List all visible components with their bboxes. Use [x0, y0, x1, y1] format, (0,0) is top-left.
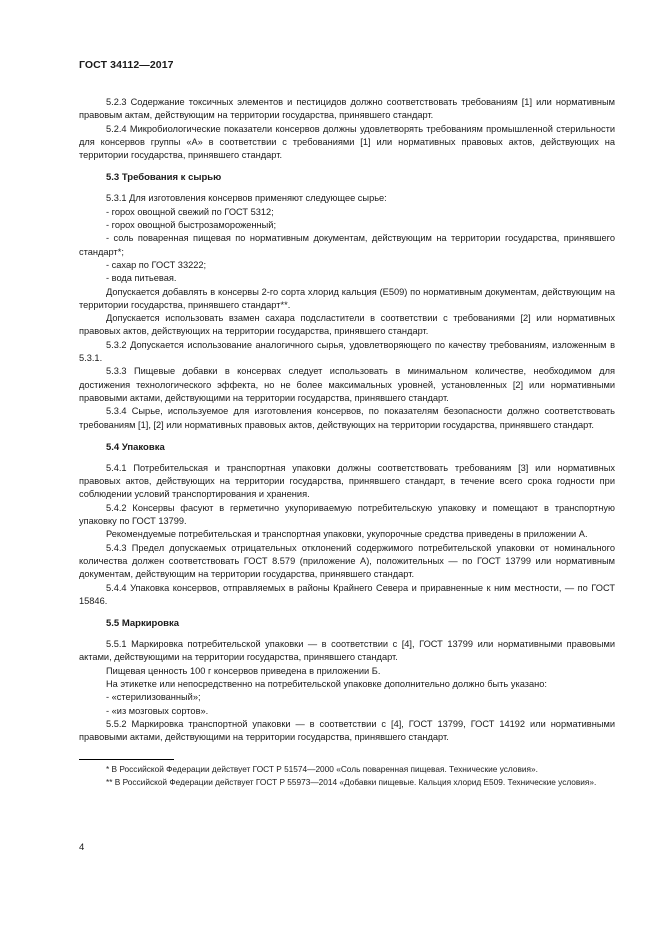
list-item: - «стерилизованный»;: [106, 692, 201, 703]
list-item: - горох овощной быстрозамороженный;: [106, 220, 277, 231]
paragraph-5-3-1-b: Допускается использовать взамен сахара подсластители в соответствии с требованиями [2] или нормативных правовых актов, действующих на территории государства, принявшего стандарт.: [79, 313, 615, 337]
footnote-2: ** В Российской Федерации действует ГОСТ Р 55973—2014 «Добавки пищевые. Кальция хлорид Е509. Технические условия».: [106, 777, 597, 787]
list-item: - горох овощной свежий по ГОСТ 5312;: [106, 206, 274, 217]
paragraph-5-3-1-a: Допускается добавлять в консервы 2-го сорта хлорид кальция (Е509) по нормативным документам, действующим на территории государства, принявшего стандарт**.: [79, 286, 615, 310]
heading-5-5: 5.5 Маркировка: [106, 618, 180, 630]
heading-5-3: 5.3 Требования к сырью: [106, 172, 222, 184]
heading-5-4: 5.4 Упаковка: [106, 441, 165, 453]
paragraph-5-4-4: 5.4.4 Упаковка консервов, отправляемых в районы Крайнего Севера и приравненные к ним местности, — по ГОСТ 15846.: [79, 582, 615, 606]
paragraph-5-2-4: 5.2.4 Микробиологические показатели консервов должны удовлетворять требованиям промышленной стерильности для консервов группы «А» в соответствии с требованиями [1] или нормативных правовых актов, действующих на территории государства, принявшего стандарт.: [79, 123, 615, 161]
paragraph-5-5-2: 5.5.2 Маркировка транспортной упаковки — в соответствии с [4], ГОСТ 13799, ГОСТ 14192 или нормативными правовыми актами, действующими на территории государства, принявшего стандарт.: [79, 718, 615, 743]
paragraph-5-3-2: 5.3.2 Допускается использование аналогичного сырья, удовлетворяющего по качеству требованиям, изложенным в 5.3.1.: [79, 339, 615, 364]
paragraph-5-4-1: 5.4.1 Потребительская и транспортная упаковки должны соответствовать требованиям [3] или нормативных правовых актов, действующих на территории государства, принявшего стандарт, в течение всего срока годности при соблюдении условий транспортирования и хранения.: [79, 462, 615, 500]
paragraph-5-4-3: 5.4.3 Предел допускаемых отрицательных отклонений содержимого потребительской упаковки от номинального количества должен соответствовать ГОСТ 8.579 (приложение А), положительных — по ГОСТ 13799 или нормативным документам, действующим на территории государства, принявшего стандарт.: [79, 542, 615, 580]
paragraph-5-4-2: 5.4.2 Консервы фасуют в герметично укупориваемую потребительскую упаковку и помещают в транспортную упаковку по ГОСТ 13799.: [79, 502, 615, 527]
footnote-1: * В Российской Федерации действует ГОСТ Р 51574—2000 «Соль поваренная пищевая. Технические условия».: [106, 764, 538, 774]
document-body: [79, 96, 615, 744]
list-item: - соль поваренная пищевая по нормативным документам, действующим на территории государства, принявшего стандарт*;: [79, 233, 615, 257]
paragraph-5-3-1: 5.3.1 Для изготовления консервов применяют следующее сырье:: [106, 193, 387, 204]
paragraph-5-4-2-a: Рекомендуемые потребительская и транспортная упаковки, укупорочные средства приведены в приложении А.: [106, 529, 588, 540]
footnote-divider: [79, 759, 174, 760]
footnotes: [79, 763, 615, 789]
page-number: 4: [79, 842, 85, 853]
paragraph-5-5-1-b: На этикетке или непосредственно на потребительской упаковке дополнительно должно быть указано:: [106, 678, 547, 689]
list-item: - вода питьевая.: [106, 273, 177, 284]
paragraph-5-3-3: 5.3.3 Пищевые добавки в консервах следует использовать в минимальном количестве, необходимом для достижения технологического эффекта, но не более максимальных уровней, установленных [2] или нормативными правовыми актами, действующими на территории государства, принявшего стандарт.: [79, 366, 615, 403]
paragraph-5-5-1-a: Пищевая ценность 100 г консервов приведена в приложении Б.: [106, 665, 381, 676]
paragraph-5-3-4: 5.3.4 Сырье, используемое для изготовления консервов, по показателям безопасности должно соответствовать требованиям [1], [2] или нормативных правовых актов, действующих на территории государства, принявшего стандарт.: [79, 406, 615, 430]
paragraph-5-5-1: 5.5.1 Маркировка потребительской упаковки — в соответствии с [4], ГОСТ 13799 или нормативными правовыми актами, действующими на территории государства, принявшего стандарт.: [79, 639, 615, 663]
document-header: ГОСТ 34112—2017: [79, 59, 174, 71]
paragraph-5-2-3: 5.2.3 Содержание токсичных элементов и пестицидов должно соответствовать требованиям [1] или нормативным правовым актам, действующим на территории государства, принявшего стандарт.: [79, 97, 615, 121]
list-item: - сахар по ГОСТ 33222;: [106, 259, 207, 270]
list-item: - «из мозговых сортов».: [106, 705, 209, 716]
